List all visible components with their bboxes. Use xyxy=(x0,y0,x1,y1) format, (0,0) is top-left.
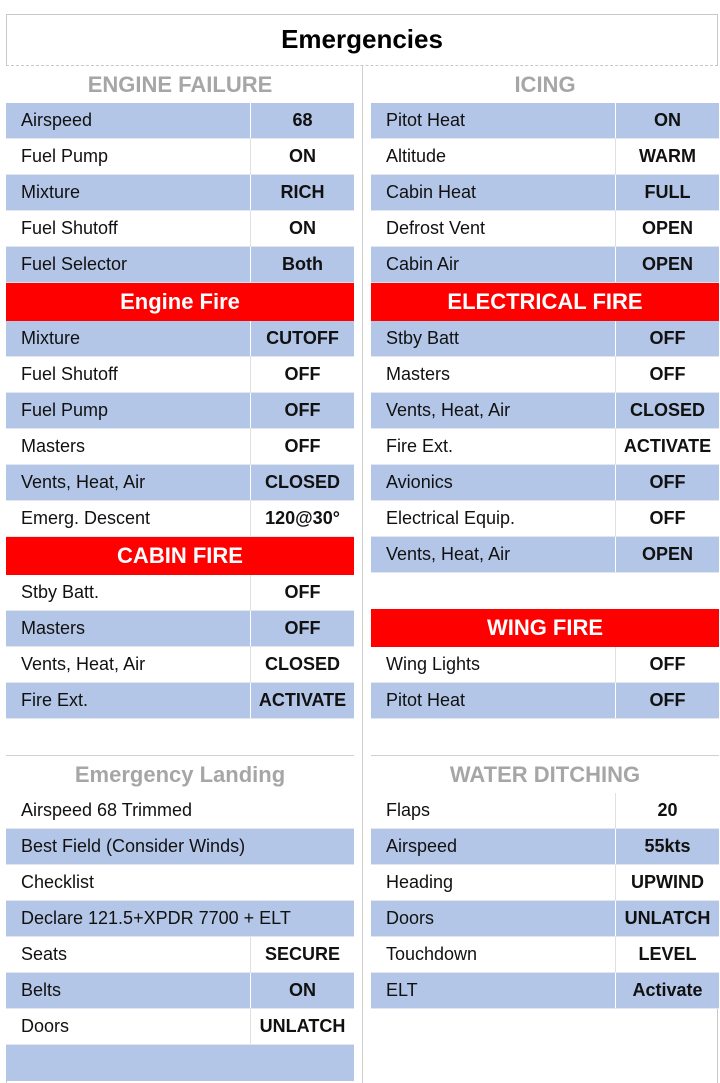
blank-row xyxy=(6,1045,354,1081)
checklist-row xyxy=(6,501,354,537)
icing-heading: ICING xyxy=(371,66,719,103)
checklist-item-label: Pitot Heat xyxy=(386,690,466,710)
checklist-item-value: 55kts xyxy=(615,829,719,864)
checklist-item-value: SECURE xyxy=(250,937,354,972)
checklist-item-label: Fire Ext. xyxy=(21,690,89,710)
checklist-item-value: Both xyxy=(250,247,354,282)
checklist-item-label: Fuel Pump xyxy=(21,400,109,420)
checklist-item-label: Altitude xyxy=(386,146,447,166)
checklist-item-label: Flaps xyxy=(386,800,431,820)
checklist-row xyxy=(6,937,354,973)
checklist-item-label: Fuel Pump xyxy=(21,146,109,166)
checklist-item-label: Mixture xyxy=(21,328,81,348)
right-column xyxy=(371,66,719,1009)
checklist-item-label: Masters xyxy=(386,364,451,384)
checklist-row xyxy=(6,973,354,1009)
blank-row xyxy=(371,719,719,755)
checklist-row xyxy=(371,537,719,573)
checklist-item-value: ON xyxy=(250,139,354,174)
checklist-item-label: Fuel Selector xyxy=(21,254,128,274)
emergency-landing-heading: Emergency Landing xyxy=(6,755,354,793)
icing-rows xyxy=(371,103,719,283)
checklist-item-label: Declare 121.5+XPDR 7700 + ELT xyxy=(21,908,291,928)
engine-fire-rows xyxy=(6,321,354,537)
checklist-item-value: ACTIVATE xyxy=(250,683,354,718)
checklist-item-label: Doors xyxy=(386,908,435,928)
checklist-item-label: Stby Batt. xyxy=(21,582,100,602)
checklist-item-label: Stby Batt xyxy=(386,328,460,348)
checklist-row xyxy=(6,247,354,283)
cabin-fire-rows xyxy=(6,575,354,719)
checklist-row xyxy=(371,393,719,429)
checklist-row xyxy=(371,647,719,683)
checklist-item-label: Masters xyxy=(21,618,86,638)
checklist-item-label: Pitot Heat xyxy=(386,110,466,130)
checklist-row xyxy=(371,357,719,393)
checklist-row xyxy=(371,793,719,829)
checklist-item-label: Vents, Heat, Air xyxy=(386,400,511,420)
checklist-item-label: Avionics xyxy=(386,472,453,492)
checklist-item-value: ON xyxy=(250,973,354,1008)
checklist-item-label: Emerg. Descent xyxy=(21,508,151,528)
checklist-row xyxy=(6,103,354,139)
checklist-item-value: 120@30° xyxy=(250,501,354,536)
checklist-item-label: ELT xyxy=(386,980,418,1000)
checklist-row xyxy=(6,865,354,901)
checklist-row xyxy=(371,211,719,247)
checklist-item-value: OFF xyxy=(250,357,354,392)
checklist-item-label: Seats xyxy=(21,944,68,964)
checklist-item-value: ACTIVATE xyxy=(615,429,719,464)
checklist-row xyxy=(371,501,719,537)
checklist-item-label: Cabin Air xyxy=(386,254,460,274)
page-title: Emergencies xyxy=(6,14,718,66)
checklist-row xyxy=(6,357,354,393)
checklist-row xyxy=(6,647,354,683)
checklist-item-label: Fuel Shutoff xyxy=(21,218,118,238)
checklist-row xyxy=(6,611,354,647)
column-divider xyxy=(362,66,363,1083)
checklist-item-label: Wing Lights xyxy=(386,654,481,674)
checklist-row xyxy=(6,175,354,211)
blank-row xyxy=(6,719,354,755)
checklist-item-label: Defrost Vent xyxy=(386,218,486,238)
checklist-item-value: UNLATCH xyxy=(615,901,719,936)
checklist-item-value: CLOSED xyxy=(250,465,354,500)
checklist-row xyxy=(371,829,719,865)
checklist-item-value: OFF xyxy=(615,647,719,682)
checklist-row xyxy=(371,429,719,465)
checklist-row xyxy=(371,175,719,211)
checklist-item-value: ON xyxy=(250,211,354,246)
checklist-row xyxy=(6,321,354,357)
checklist-item-value: UNLATCH xyxy=(250,1009,354,1044)
checklist-item-value: ON xyxy=(615,103,719,138)
engine-failure-heading: ENGINE FAILURE xyxy=(6,66,354,103)
checklist-row xyxy=(6,1009,354,1045)
checklist-row xyxy=(371,103,719,139)
checklist-row xyxy=(371,973,719,1009)
checklist-row xyxy=(371,247,719,283)
checklist-item-label: Vents, Heat, Air xyxy=(386,544,511,564)
left-column xyxy=(6,66,354,1081)
checklist-item-value: OPEN xyxy=(615,537,719,572)
checklist-row xyxy=(371,139,719,175)
checklist-item-value: OPEN xyxy=(615,247,719,282)
checklist-item-label: Vents, Heat, Air xyxy=(21,654,146,674)
wing-fire-heading: WING FIRE xyxy=(371,609,719,647)
checklist-item-value: OFF xyxy=(615,465,719,500)
checklist-row xyxy=(371,901,719,937)
checklist-row xyxy=(371,465,719,501)
engine-failure-rows xyxy=(6,103,354,283)
checklist-item-value: OPEN xyxy=(615,211,719,246)
checklist-item-value: CUTOFF xyxy=(250,321,354,356)
checklist-item-label: Heading xyxy=(386,872,454,892)
checklist-item-label: Fuel Shutoff xyxy=(21,364,118,384)
checklist-item-label: Masters xyxy=(21,436,86,456)
checklist-item-value: Activate xyxy=(615,973,719,1008)
checklist-item-label: Belts xyxy=(21,980,62,1000)
checklist-row xyxy=(6,429,354,465)
checklist-row xyxy=(371,865,719,901)
checklist-item-value: OFF xyxy=(615,321,719,356)
checklist-item-label: Cabin Heat xyxy=(386,182,477,202)
checklist-row xyxy=(6,793,354,829)
checklist-item-label: Doors xyxy=(21,1016,70,1036)
water-ditching-rows xyxy=(371,793,719,1009)
checklist-item-label: Airspeed xyxy=(21,110,93,130)
checklist-row xyxy=(6,829,354,865)
checklist-item-value: WARM xyxy=(615,139,719,174)
checklist-item-value: OFF xyxy=(250,429,354,464)
checklist-item-value: OFF xyxy=(615,501,719,536)
checklist-row xyxy=(6,901,354,937)
checklist-item-value: UPWIND xyxy=(615,865,719,900)
checklist-item-label: Electrical Equip. xyxy=(386,508,516,528)
electrical-fire-heading: ELECTRICAL FIRE xyxy=(371,283,719,321)
checklist-item-value: OFF xyxy=(615,357,719,392)
checklist-row xyxy=(371,321,719,357)
engine-fire-heading: Engine Fire xyxy=(6,283,354,321)
checklist-item-value: OFF xyxy=(250,393,354,428)
emergency-landing-rows xyxy=(6,793,354,1045)
checklist-item-value: 68 xyxy=(250,103,354,138)
water-ditching-heading: WATER DITCHING xyxy=(371,755,719,793)
checklist-item-label: Best Field (Consider Winds) xyxy=(21,836,246,856)
checklist-row xyxy=(6,393,354,429)
checklist-row xyxy=(371,683,719,719)
checklist-item-label: Mixture xyxy=(21,182,81,202)
checklist-row xyxy=(6,211,354,247)
wing-fire-rows xyxy=(371,647,719,719)
checklist-row xyxy=(6,683,354,719)
checklist-row xyxy=(6,575,354,611)
checklist-item-value: FULL xyxy=(615,175,719,210)
electrical-fire-rows xyxy=(371,321,719,573)
checklist-item-value: LEVEL xyxy=(615,937,719,972)
blank-row xyxy=(371,573,719,609)
checklist-item-label: Airspeed 68 Trimmed xyxy=(21,800,193,820)
checklist-row xyxy=(6,465,354,501)
checklist-row xyxy=(6,139,354,175)
checklist-item-label: Fire Ext. xyxy=(386,436,454,456)
checklist-item-label: Vents, Heat, Air xyxy=(21,472,146,492)
checklist-item-value: CLOSED xyxy=(250,647,354,682)
checklist-item-label: Checklist xyxy=(21,872,95,892)
checklist-item-value: OFF xyxy=(250,575,354,610)
checklist-item-value: OFF xyxy=(615,683,719,718)
checklist-item-value: RICH xyxy=(250,175,354,210)
checklist-item-label: Touchdown xyxy=(386,944,478,964)
checklist-item-label: Airspeed xyxy=(386,836,458,856)
checklist-item-value: OFF xyxy=(250,611,354,646)
checklist-item-value: CLOSED xyxy=(615,393,719,428)
checklist-row xyxy=(371,937,719,973)
checklist-item-value: 20 xyxy=(615,793,719,828)
cabin-fire-heading: CABIN FIRE xyxy=(6,537,354,575)
